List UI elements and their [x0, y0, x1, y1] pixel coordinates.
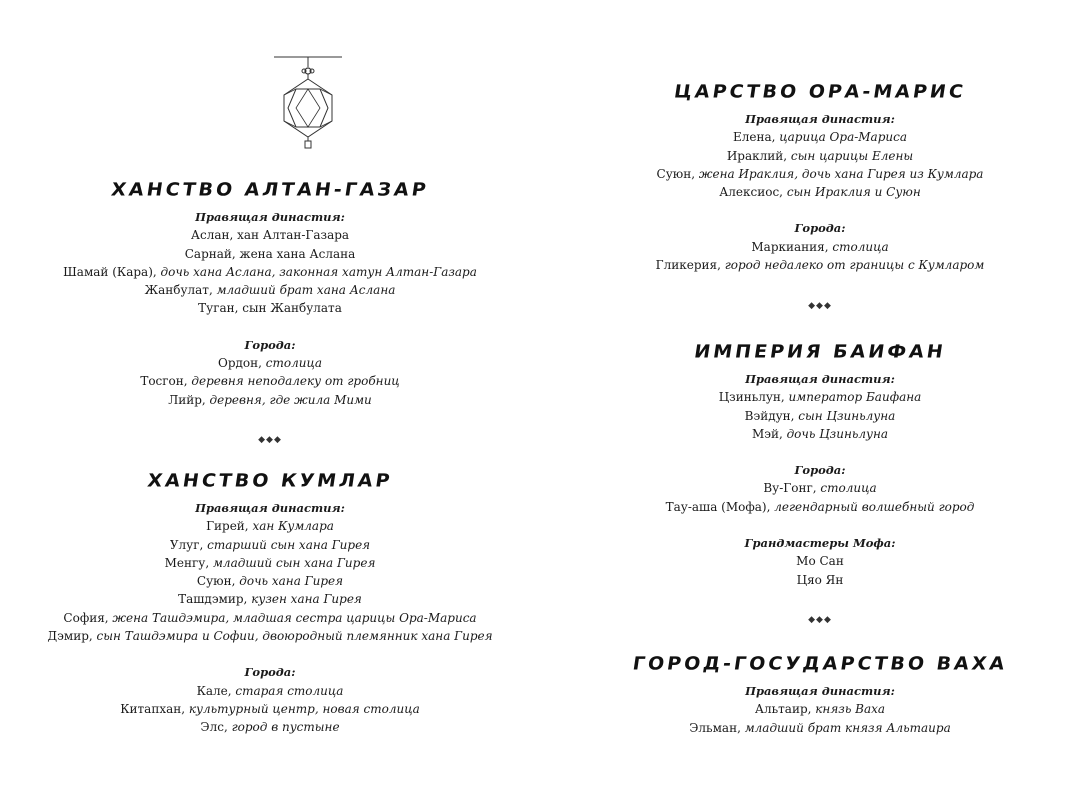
dynasty-label: Правящая династия: [745, 112, 895, 126]
list-item: Гликерия, город недалеко от границы с Кумларом [655, 258, 985, 273]
list-item: Сарнай, жена хана Аслана [184, 246, 356, 261]
section-divider: ◆◆◆ [258, 435, 282, 445]
section-baifan [590, 340, 1050, 589]
list-item: Елена, царица Ора-Мариса [733, 130, 907, 145]
list-item: Гирей, хан Кумлара [206, 519, 334, 534]
section-title: ЦАРСТВО ОРА-МАРИС [672, 81, 968, 103]
dynasty-label: Правящая династия: [745, 684, 895, 698]
section-title: ХАНСТВО АЛТАН-ГАЗАР [109, 179, 431, 201]
cities-label: Города: [794, 463, 846, 478]
list-item: Мо Сан [796, 554, 844, 569]
list-item: Эльман, младший брат князя Альтаира [689, 720, 951, 735]
list-item: Цзиньлун, император Баифана [718, 390, 922, 405]
list-item: Маркиания, столица [751, 239, 889, 254]
list-item: Мэй, дочь Цзиньлуна [751, 426, 889, 441]
list-item: Ташдэмир, кузен хана Гирея [178, 592, 362, 607]
list-item: Ордон, столица [218, 356, 322, 371]
list-item: Ву-Гонг, столица [763, 481, 877, 496]
list-item: Суюн, дочь хана Гирея [196, 574, 344, 589]
cities-label: Города: [794, 221, 846, 236]
list-item: Вэйдун, сын Цзиньлуна [744, 408, 896, 423]
section-title: ГОРОД-ГОСУДАРСТВО ВАХА [631, 653, 1009, 675]
section-kumlar [40, 469, 500, 737]
list-item: Цяо Ян [796, 572, 844, 587]
cities-label: Города: [244, 337, 296, 352]
cities-label: Города: [244, 665, 296, 680]
dynasty-label: Правящая династия: [195, 210, 345, 224]
list-item: Элс, город в пустыне [200, 720, 340, 735]
list-item: София, жена Ташдэмира, младшая сестра царицы Ора-Мариса [63, 610, 477, 625]
section-ora-maris [590, 80, 1050, 274]
list-item: Альтаир, князь Ваха [754, 702, 886, 717]
section-divider: ◆◆◆ [808, 615, 832, 625]
list-item: Лийр, деревня, где жила Мими [168, 392, 372, 407]
dynasty-label: Правящая династия: [195, 501, 345, 515]
list-item: Кале, старая столица [196, 683, 344, 698]
list-item: Аслан, хан Алтан-Газара [190, 228, 350, 243]
list-item: Жанбулат, младший брат хана Аслана [144, 283, 396, 298]
list-item: Шамай (Кара), дочь хана Аслана, законная хатун Алтан-Газара [63, 264, 477, 279]
section-title: ИМПЕРИЯ БАИФАН [692, 341, 948, 363]
masters-label: Грандмастеры Мофа: [744, 536, 896, 551]
list-item: Дэмир, сын Ташдэмира и Софии, двоюродный племянник хана Гирея [47, 629, 493, 644]
section-vakha [590, 652, 1050, 737]
list-item: Алексиос, сын Ираклия и Суюн [719, 185, 921, 200]
section-divider: ◆◆◆ [808, 301, 832, 311]
list-item: Китапхан, культурный центр, новая столица [120, 701, 420, 716]
list-item: Ираклий, сын царицы Елены [726, 148, 914, 163]
list-item: Тосгон, деревня неподалеку от гробниц [140, 374, 400, 389]
list-item: Улуг, старший сын хана Гирея [169, 537, 371, 552]
lantern-ornament-icon [274, 55, 342, 150]
list-item: Тау-аша (Мофа), легендарный волшебный город [665, 499, 975, 514]
list-item: Суюн, жена Ираклия, дочь хана Гирея из Кумлара [656, 166, 984, 181]
list-item: Менгу, младший сын хана Гирея [164, 555, 376, 570]
list-item: Туган, сын Жанбулата [198, 301, 342, 316]
section-title: ХАНСТВО КУМЛАР [146, 470, 394, 492]
section-altan-gazar [40, 178, 500, 409]
dynasty-label: Правящая династия: [745, 372, 895, 386]
